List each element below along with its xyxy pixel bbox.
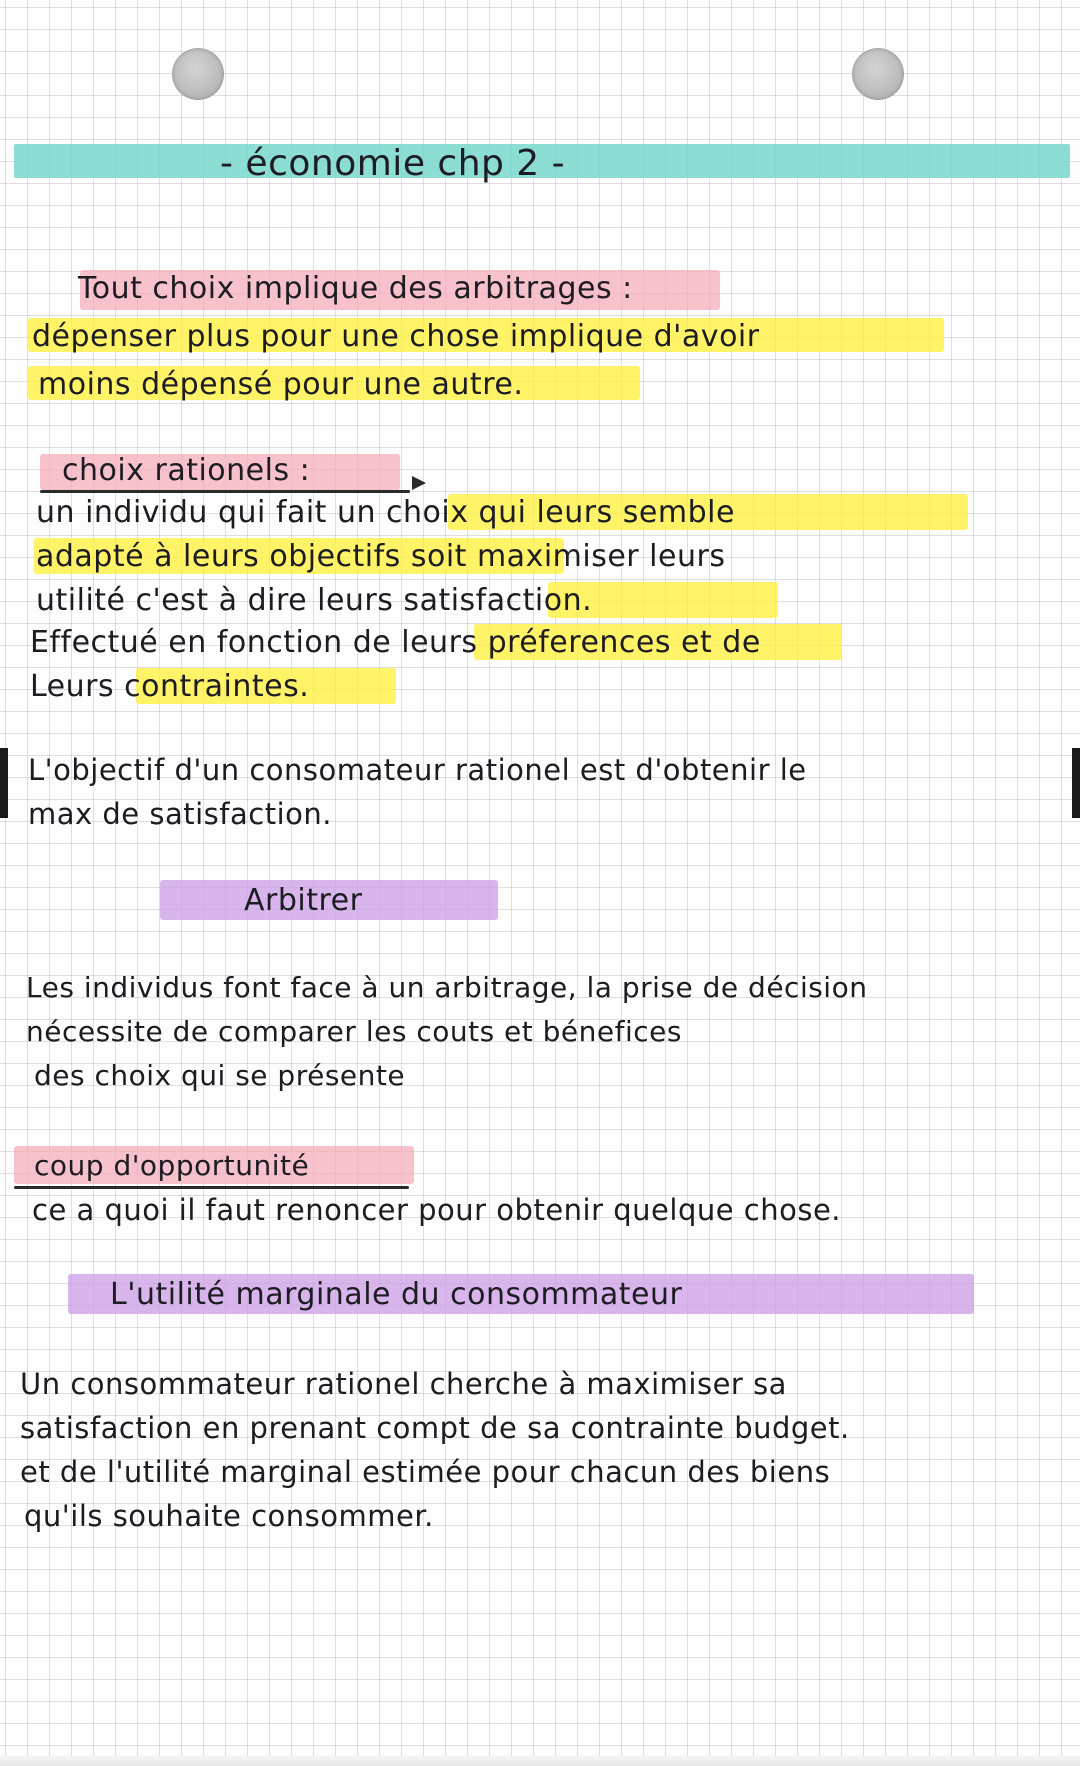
cout-heading: coup d'opportunité — [34, 1149, 310, 1182]
page-edge-tab-left — [0, 748, 8, 818]
heading-underline — [14, 1186, 409, 1189]
utilite-line: qu'ils souhaite consommer. — [24, 1499, 434, 1533]
page-edge-tab-right — [1072, 748, 1080, 818]
binder-hole-right — [852, 48, 904, 100]
arbitrage-line: moins dépensé pour une autre. — [38, 367, 524, 402]
arbitrer-line: des choix qui se présente — [34, 1059, 406, 1092]
cout-line: ce a quoi il faut renoncer pour obtenir quelque chose. — [32, 1193, 842, 1227]
choix-line: adapté à leurs objectifs soit maximiser leurs — [36, 539, 726, 574]
objectif-line: max de satisfaction. — [28, 797, 332, 831]
page-title: - économie chp 2 - — [220, 143, 566, 184]
utilite-line: Un consommateur rationel cherche à maximiser sa — [20, 1367, 787, 1401]
arbitrage-heading: Tout choix implique des arbitrages : — [78, 271, 633, 306]
choix-line: un individu qui fait un choix qui leurs semble — [36, 495, 735, 530]
utilite-line: et de l'utilité marginal estimée pour chacun des biens — [20, 1455, 831, 1489]
arbitrage-line: dépenser plus pour une chose implique d'avoir — [32, 319, 760, 354]
utilite-heading: L'utilité marginale du consommateur — [110, 1277, 683, 1312]
choix-heading: choix rationels : — [62, 453, 311, 488]
heading-underline — [40, 490, 410, 493]
page-bottom-edge — [0, 1756, 1080, 1766]
objectif-line: L'objectif d'un consomateur rationel est d'obtenir le — [28, 753, 807, 787]
arbitrer-line: Les individus font face à un arbitrage, la prise de décision — [26, 971, 868, 1004]
arbitrer-line: nécessite de comparer les couts et bénefices — [26, 1015, 682, 1048]
choix-line: Effectué en fonction de leurs préferences et de — [30, 625, 761, 660]
utilite-line: satisfaction en prenant compt de sa contrainte budget. — [20, 1411, 850, 1445]
choix-line: utilité c'est à dire leurs satisfaction. — [36, 583, 593, 618]
arrow-icon — [412, 476, 426, 490]
arbitrer-heading: Arbitrer — [244, 883, 363, 918]
choix-line: Leurs contraintes. — [30, 669, 310, 704]
binder-hole-left — [172, 48, 224, 100]
